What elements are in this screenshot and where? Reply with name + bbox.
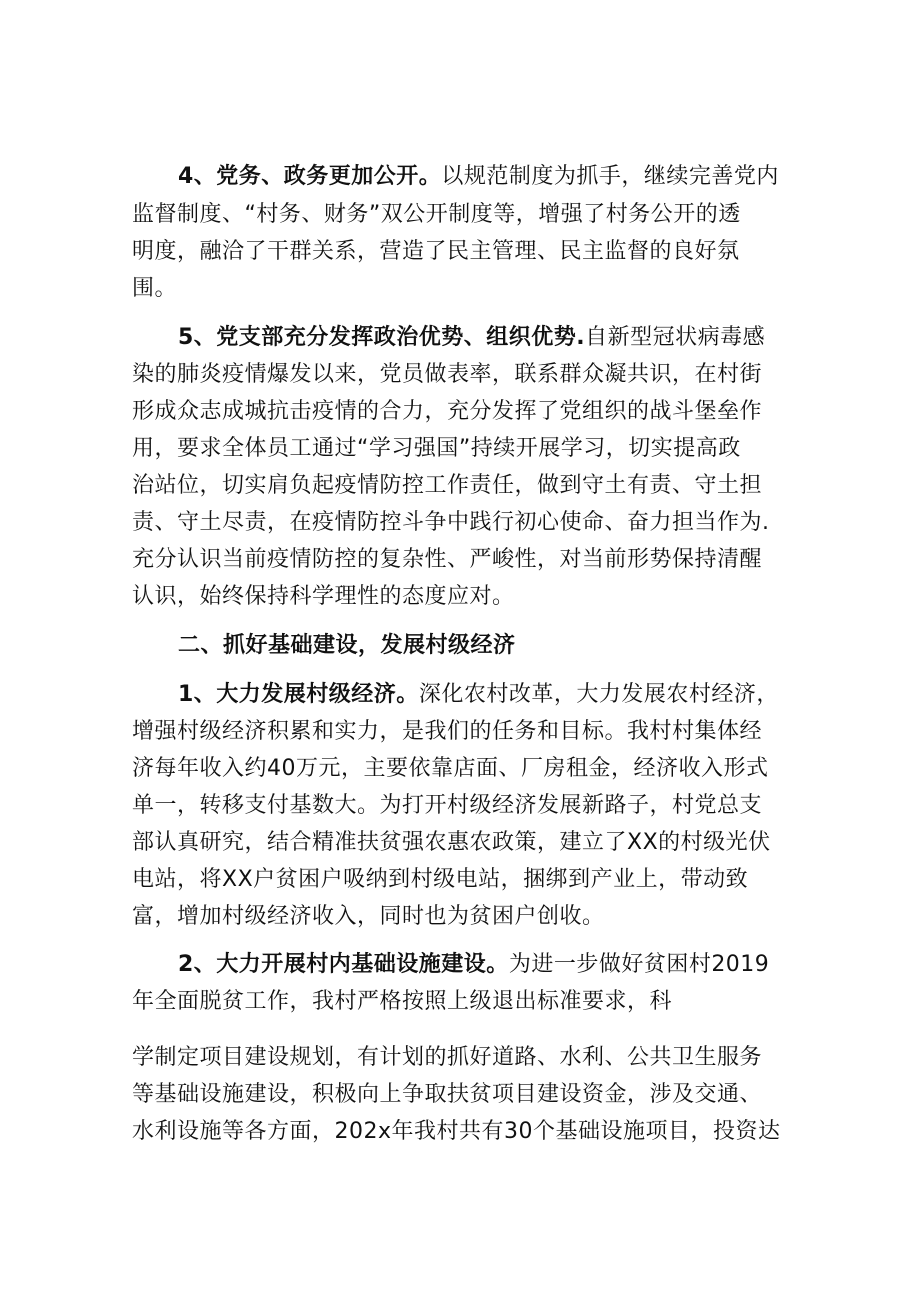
paragraph-5-lead: 5、党支部充分发挥政治优势、组织优势. xyxy=(178,325,586,350)
paragraph-4-line-3: 明度，融洽了干群关系，营造了民主管理、民主监督的良好氛 xyxy=(132,239,740,264)
paragraph-1-text: 深化农村改革，大力发展农村经济， xyxy=(418,682,779,707)
paragraph-5-line-5: 治站位，切实肩负起疫情防控工作责任，做到守土有责、守土担 xyxy=(132,473,763,498)
paragraph-1-line-1 xyxy=(178,680,779,710)
paragraph-1-line-7: 富，增加村级经济收入，同时也为贫困户创收。 xyxy=(132,904,605,929)
paragraph-1-line-5: 部认真研究，结合精准扶贫强农惠农政策，建立了XX的村级光伏 xyxy=(132,830,771,855)
paragraph-1-line-4: 单一，转移支付基数大。为打开村级经济发展新路子，村党总支 xyxy=(132,793,763,818)
paragraph-5-text: 自新型冠状病毒感 xyxy=(585,325,766,350)
paragraph-4-lead: 4、党务、政务更加公开。 xyxy=(178,164,442,189)
paragraph-4-line-4: 围。 xyxy=(132,276,178,301)
paragraph-2-lead: 2、大力开展村内基础设施建设。 xyxy=(178,952,509,977)
paragraph-2-cont-line-1: 学制定项目建设规划，有计划的抓好道路、水利、公共卫生服务 xyxy=(132,1045,763,1070)
paragraph-2-text: 为进一步做好贫困村2019 xyxy=(508,952,770,977)
paragraph-2-line-1 xyxy=(178,950,769,980)
paragraph-5-line-3: 形成众志成城抗击疫情的合力，充分发挥了党组织的战斗堡垒作 xyxy=(132,399,763,424)
paragraph-5-line-4: 用，要求全体员工通过“学习强国”持续开展学习，切实提高政 xyxy=(132,436,741,461)
paragraph-5-line-2: 染的肺炎疫情爆发以来，党员做表率，联系群众凝共识，在村街 xyxy=(132,362,763,387)
paragraph-4-text: 以规范制度为抓手，继续完善党内 xyxy=(441,164,779,189)
paragraph-1-lead: 1、大力发展村级经济。 xyxy=(178,682,419,707)
paragraph-2-cont-line-3: 水利设施等各方面，202x年我村共有30个基础设施项目，投资达 xyxy=(132,1119,781,1144)
paragraph-2-cont-line-2: 等基础设施建设，积极向上争取扶贫项目建设资金，涉及交通、 xyxy=(132,1082,763,1107)
paragraph-5-line-1 xyxy=(178,323,765,353)
paragraph-1-line-2: 增强村级经济积累和实力，是我们的任务和目标。我村村集体经 xyxy=(132,719,763,744)
paragraph-5-line-7: 充分认识当前疫情防控的复杂性、严峻性，对当前形势保持清醒 xyxy=(132,547,763,572)
paragraph-4-line-2: 监督制度、“村务、财务”双公开制度等，增强了村务公开的透 xyxy=(132,202,741,227)
paragraph-4-line-1 xyxy=(178,162,779,192)
section-heading: 二、抓好基础建设，发展村级经济 xyxy=(178,633,516,658)
paragraph-5-line-6: 责、守土尽责，在疫情防控斗争中践行初心使命、奋力担当作为. xyxy=(132,510,770,535)
paragraph-2-line-2: 年全面脱贫工作，我村严格按照上级退出标准要求，科 xyxy=(132,989,673,1014)
paragraph-1-line-3: 济每年收入约40万元，主要依靠店面、厂房租金，经济收入形式 xyxy=(132,756,769,781)
paragraph-1-line-6: 电站，将XX户贫困户吸纳到村级电站，捆绑到产业上，带动致 xyxy=(132,867,749,892)
paragraph-5-line-8: 认识，始终保持科学理性的态度应对。 xyxy=(132,584,515,609)
